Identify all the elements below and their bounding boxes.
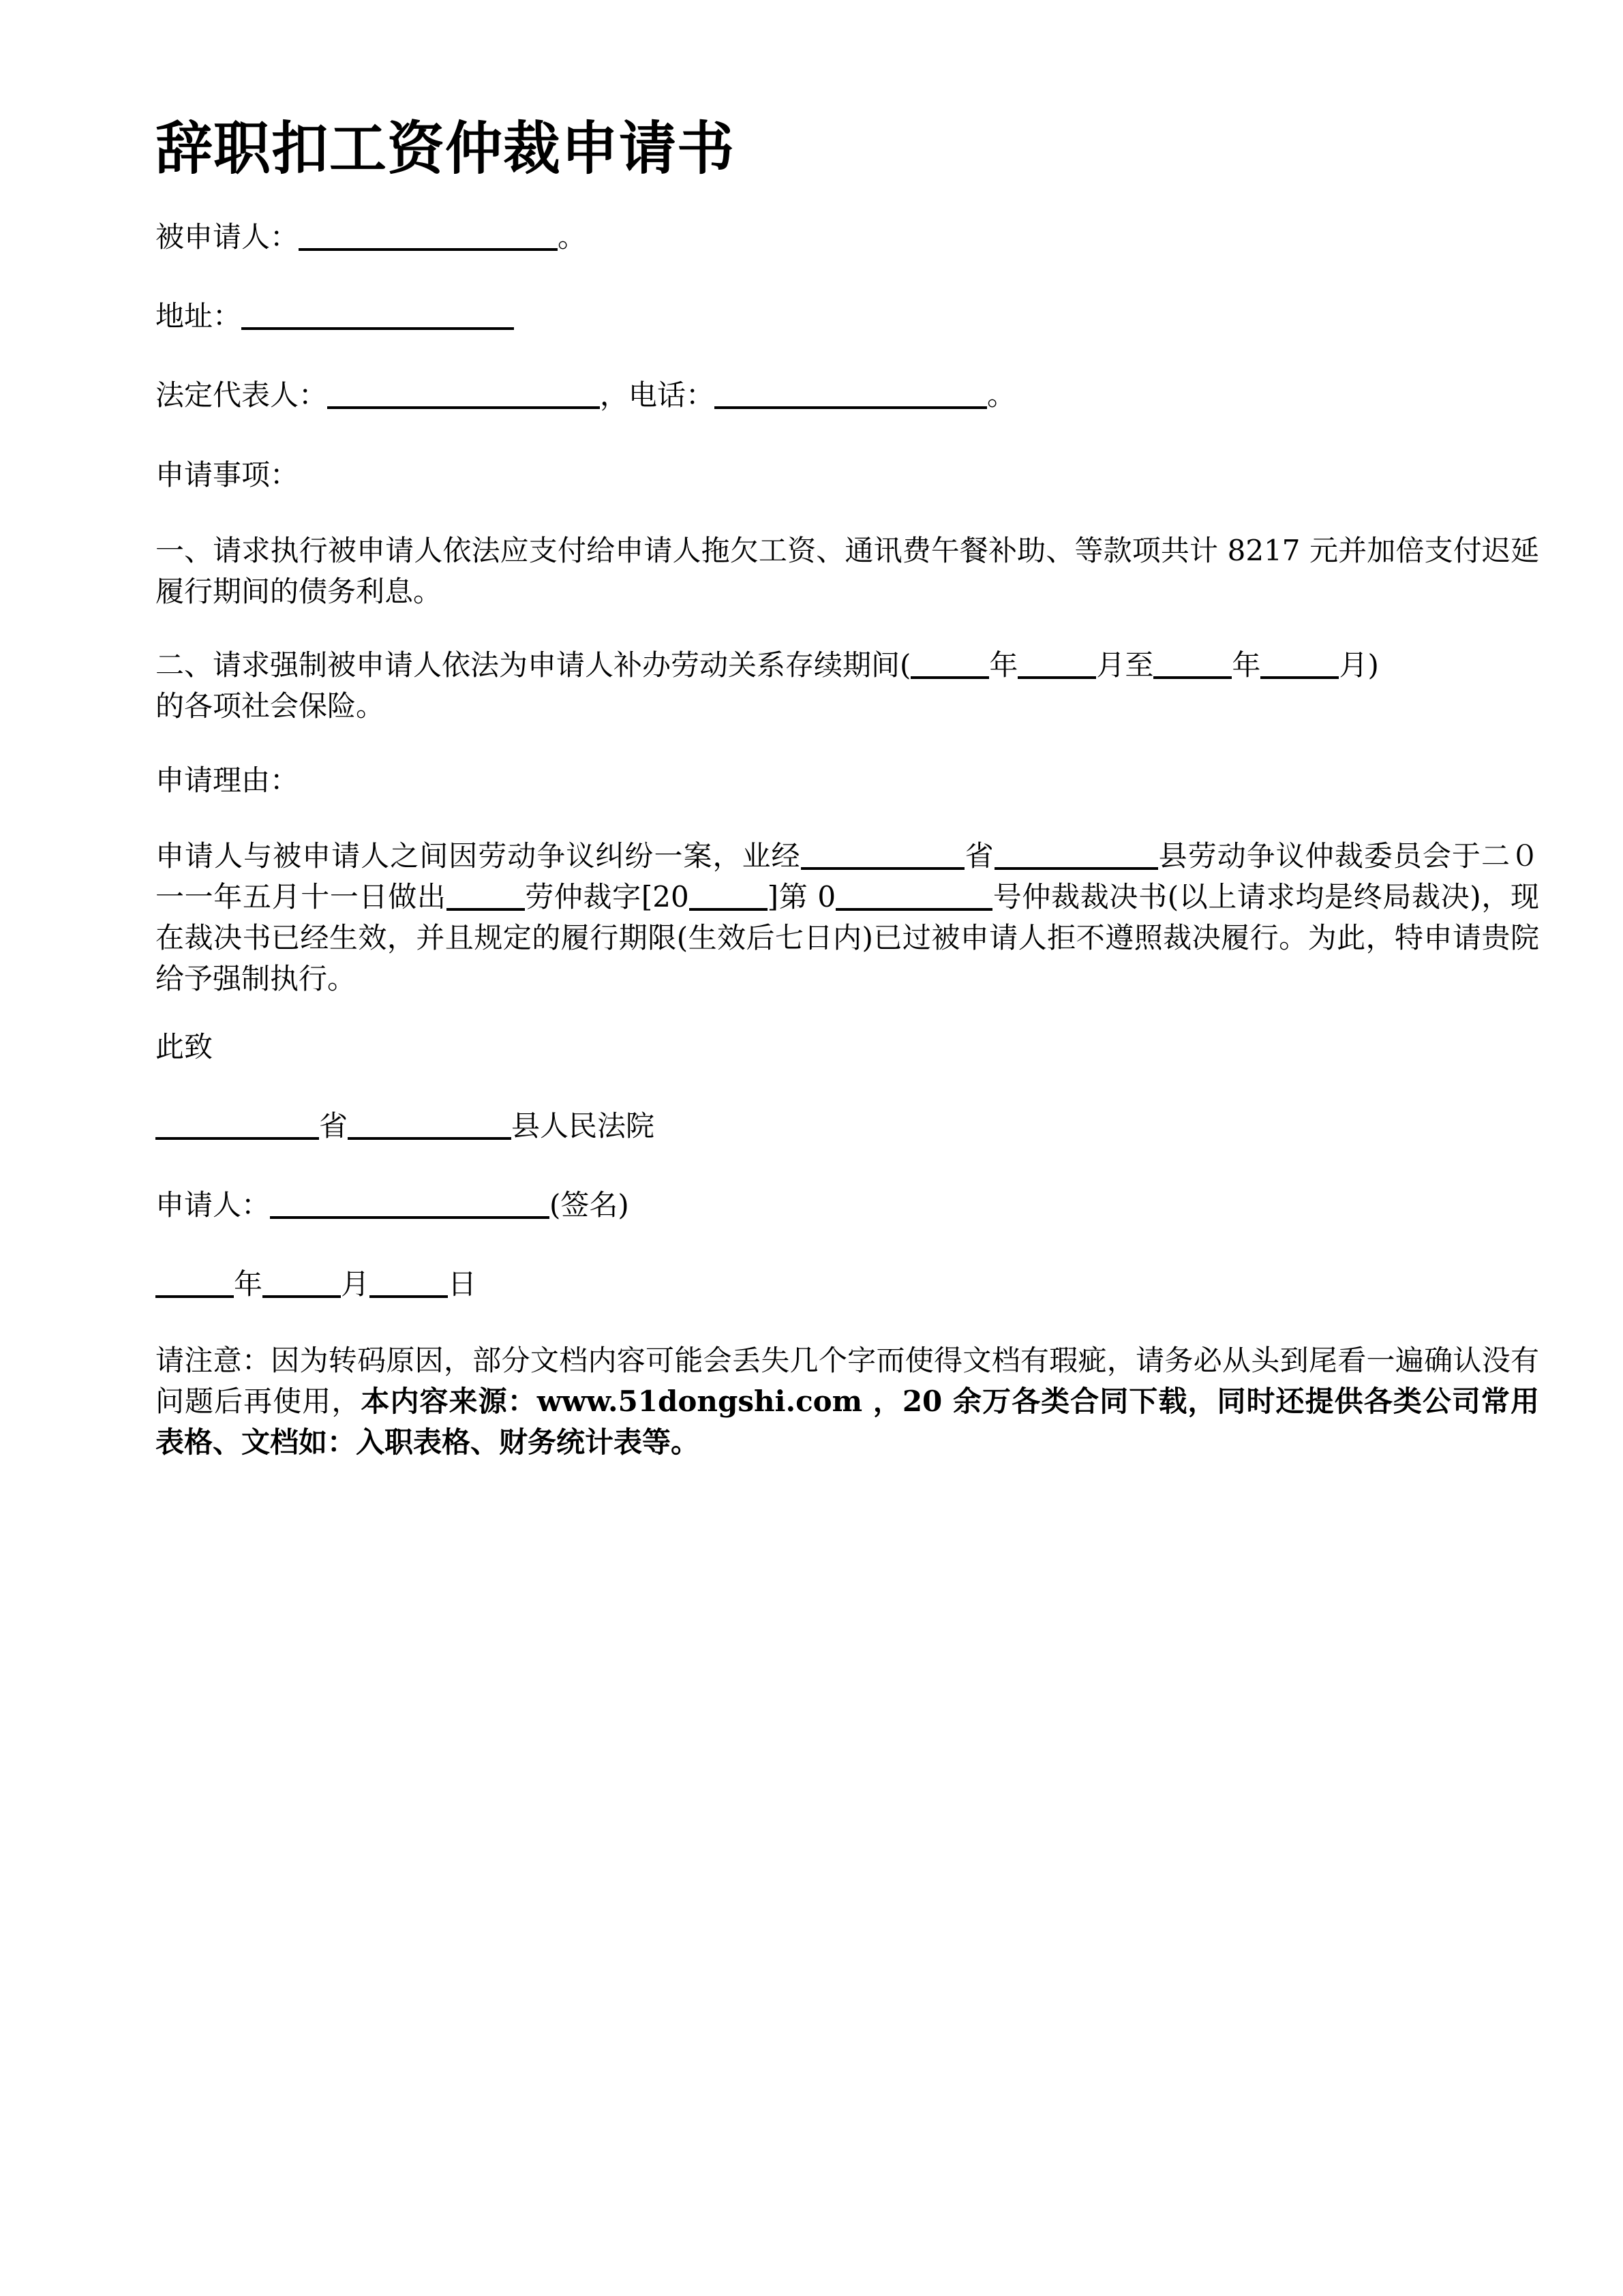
- date-year: 年: [234, 1267, 263, 1301]
- reasons-county-blank[interactable]: [995, 840, 1158, 870]
- phone-blank[interactable]: [714, 379, 987, 409]
- applicant-line: [155, 1185, 629, 1226]
- item-2-end-month-blank[interactable]: [1260, 649, 1339, 679]
- item-2-year2: 年: [1232, 648, 1261, 682]
- date-day-blank[interactable]: [369, 1268, 448, 1298]
- respondent-label: 被申请人：: [155, 220, 299, 254]
- reasons-heading: 申请理由：: [155, 764, 299, 797]
- reasons-text-5: 号仲裁裁决书(以上请求均是终局裁决)，现在裁决书已经生效，并且规定的履行期限(生效后七日内)已过被申请人拒不遵照裁决履行。为此，特申请贵院给予强制执行。: [155, 880, 1539, 995]
- item-1: 一、请求执行被申请人依法应支付给申请人拖欠工资、通讯费午餐补助、等款项共计 8217 元并加倍支付迟延履行期间的债务利息。: [155, 534, 1539, 608]
- address-line: [155, 296, 514, 337]
- notice-source-text: 本内容来源：www.51dongshi.com ，20 余万各类合同下载，同时还提供各类公司常用表格、文档如：入职表格、财务统计表等。: [155, 1385, 1539, 1459]
- item-2: [155, 645, 1539, 727]
- date-day: 日: [448, 1267, 477, 1301]
- notice-paragraph: [155, 1340, 1539, 1463]
- reasons-case-year-blank[interactable]: [689, 881, 768, 911]
- item-2-month-to: 月至: [1096, 648, 1154, 682]
- court-province: 省: [319, 1109, 348, 1143]
- date-month-blank[interactable]: [262, 1268, 341, 1298]
- legal-rep-blank[interactable]: [327, 379, 600, 409]
- reasons-text-2: 县劳动争议仲裁委员会于二０一一年五月十一日做出: [155, 839, 1539, 913]
- notice-text: 请注意：因为转码原因，部分文档内容可能会丢失几个字而使得文档有瑕疵，请务必从头到尾看一遍确认没有问题后再使用，: [155, 1344, 1539, 1418]
- respondent-blank[interactable]: [299, 221, 558, 251]
- court-province-blank[interactable]: [155, 1110, 319, 1140]
- legal-rep-line: [155, 375, 1016, 416]
- reasons-text-1: 申请人与被申请人之间因劳动争议纠纷一案，业经: [155, 839, 801, 873]
- reasons-text-3: 劳仲裁字[20: [524, 880, 689, 913]
- item-2-month-end: 月): [1339, 648, 1379, 682]
- date-line: [155, 1264, 476, 1305]
- phone-label: ，电话：: [600, 378, 715, 412]
- to-label: 此致: [155, 1030, 213, 1063]
- respondent-line: [155, 217, 586, 258]
- legal-rep-label: 法定代表人：: [155, 378, 328, 412]
- reasons-case-prefix-blank[interactable]: [446, 881, 525, 911]
- applicant-signature-blank[interactable]: [270, 1189, 549, 1219]
- court-line: [155, 1106, 654, 1147]
- item-2-end-year-blank[interactable]: [1153, 649, 1232, 679]
- address-label: 地址：: [155, 299, 242, 333]
- court-county-blank[interactable]: [348, 1110, 511, 1140]
- date-year-blank[interactable]: [155, 1268, 234, 1298]
- reasons-province-blank[interactable]: [801, 840, 965, 870]
- phone-period: 。: [987, 378, 1016, 412]
- reasons-case-number-blank[interactable]: [836, 881, 992, 911]
- item-2-year: 年: [989, 648, 1018, 682]
- sign-label: (签名): [549, 1188, 629, 1222]
- item-2-text-end: 的各项社会保险。: [155, 689, 385, 723]
- address-blank[interactable]: [241, 300, 514, 330]
- item-2-text-start: 二、请求强制被申请人依法为申请人补办劳动关系存续期间(: [155, 648, 911, 682]
- court-suffix: 县人民法院: [511, 1109, 655, 1143]
- item-2-start-year-blank[interactable]: [911, 649, 989, 679]
- reasons-text-4: ]第 0: [767, 880, 836, 913]
- respondent-period: 。: [558, 220, 587, 254]
- applicant-label: 申请人：: [155, 1188, 271, 1222]
- document-title: 辞职扣工资仲裁申请书: [155, 115, 735, 182]
- date-month: 月: [341, 1267, 370, 1301]
- item-2-start-month-blank[interactable]: [1018, 649, 1096, 679]
- reasons-paragraph: [155, 836, 1539, 999]
- reasons-province: 省: [964, 839, 995, 873]
- items-heading: 申请事项：: [155, 458, 299, 492]
